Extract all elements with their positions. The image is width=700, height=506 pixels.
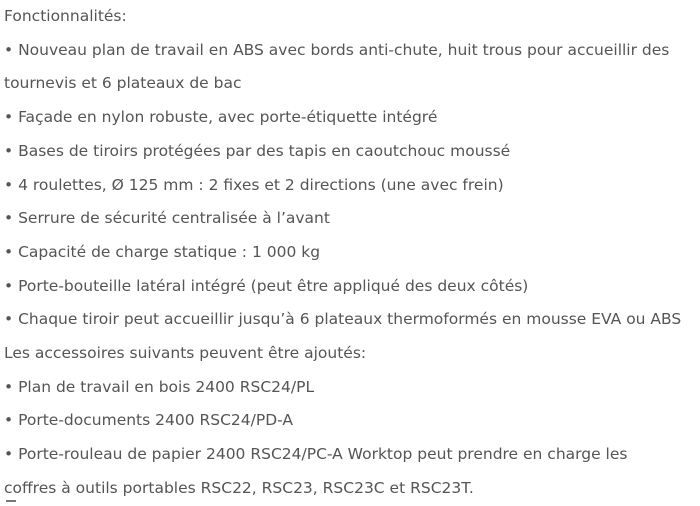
feature-item-worktop-line2: tournevis et 6 plateaux de bac	[4, 74, 242, 93]
feature-item-bottle-holder: • Porte-bouteille latéral intégré (peut être appliqué des deux côtés)	[4, 276, 529, 295]
feature-item-drawer-mats: • Bases de tiroirs protégées par des tapis en caoutchouc moussé	[4, 141, 511, 160]
feature-item-trays: • Chaque tiroir peut accueillir jusqu’à 6 plateaux thermoformés en mousse EVA ou ABS	[4, 310, 682, 329]
features-heading: Fonctionnalités:	[4, 7, 127, 25]
feature-item-worktop-line1: • Nouveau plan de travail en ABS avec bords anti-chute, huit trous pour accueillir des	[4, 40, 670, 59]
document-body	[4, 0, 696, 506]
feature-item-facade: • Façade en nylon robuste, avec porte-étiquette intégré	[4, 108, 438, 127]
cropped-text-fragment	[6, 500, 16, 502]
feature-item-casters: • 4 roulettes, Ø 125 mm : 2 fixes et 2 directions (une avec frein)	[4, 175, 504, 194]
accessory-item-paper-roll-line2: coffres à outils portables RSC22, RSC23, RSC23C et RSC23T.	[4, 478, 474, 497]
accessories-heading: Les accessoires suivants peuvent être ajoutés:	[4, 344, 367, 363]
feature-item-lock: • Serrure de sécurité centralisée à l’avant	[4, 209, 330, 228]
accessory-item-wood-worktop: • Plan de travail en bois 2400 RSC24/PL	[4, 377, 315, 396]
feature-item-load-capacity: • Capacité de charge statique : 1 000 kg	[4, 242, 321, 261]
accessory-item-paper-roll-line1: • Porte-rouleau de papier 2400 RSC24/PC-A Worktop peut prendre en charge les	[4, 445, 628, 464]
accessory-item-document-holder: • Porte-documents 2400 RSC24/PD-A	[4, 411, 294, 430]
